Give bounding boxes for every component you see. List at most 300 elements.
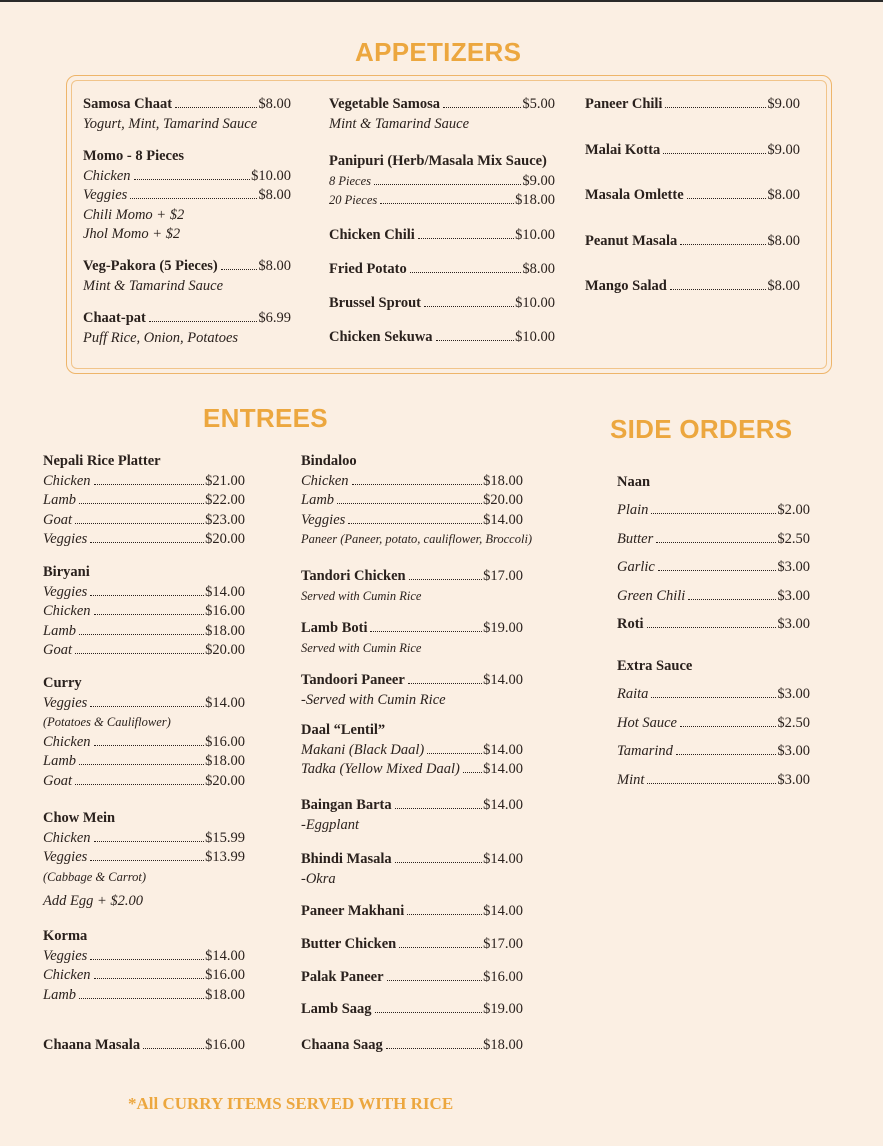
item-price: $18.00: [515, 192, 555, 209]
menu-item-option: [301, 472, 523, 492]
dot-leader: [94, 745, 205, 746]
entrees-heading: ENTREES: [203, 403, 328, 433]
item-name: -Served with Cumin Rice: [301, 691, 446, 708]
menu-item-line: [617, 501, 810, 521]
menu-item-option: [43, 694, 245, 714]
menu-item-option: [83, 186, 291, 206]
item-price: $22.00: [205, 492, 245, 509]
menu-item: [301, 1036, 523, 1056]
item-price: $14.00: [483, 903, 523, 919]
menu-item-line: [301, 567, 523, 587]
menu-item-line: [585, 141, 800, 161]
dot-leader: [90, 542, 204, 543]
item-name: Tamarind: [617, 743, 673, 759]
menu-item-line: [301, 1036, 523, 1056]
menu-item: [301, 935, 523, 955]
menu-item-option: [43, 472, 245, 492]
menu-item-option: [43, 829, 245, 849]
menu-item: [329, 226, 555, 246]
menu-item-line: [585, 186, 800, 206]
appetizers-heading: APPETIZERS: [355, 37, 522, 67]
menu-item: [43, 1036, 245, 1056]
item-price: $2.50: [777, 531, 810, 547]
item-name: Vegetable Samosa: [329, 96, 441, 112]
menu-item-line: [43, 674, 245, 694]
dot-leader: [130, 198, 257, 199]
item-name: 20 Pieces: [329, 193, 378, 208]
item-name: Paneer Chili: [585, 96, 663, 112]
dot-leader: [647, 783, 776, 784]
dot-leader: [175, 107, 257, 108]
menu-item-line: [329, 294, 555, 314]
menu-item-line: [43, 809, 245, 829]
item-price: $5.00: [522, 96, 555, 112]
dot-leader: [427, 753, 482, 754]
item-name: Jhol Momo + $2: [83, 226, 181, 243]
item-price: $17.00: [483, 568, 523, 584]
menu-item-line: [43, 452, 245, 472]
item-price: $14.00: [483, 741, 523, 758]
item-name: Veggies: [43, 583, 88, 600]
dot-leader: [75, 523, 204, 524]
item-name: Palak Paneer: [301, 969, 384, 985]
menu-item: [617, 501, 810, 521]
item-name: -Eggplant: [301, 816, 359, 833]
item-name: Momo - 8 Pieces: [83, 148, 185, 164]
menu-item-line: [301, 935, 523, 955]
dot-leader: [418, 238, 514, 239]
menu-item-option: [43, 511, 245, 531]
item-price: $3.00: [777, 588, 810, 604]
item-name: Mint & Tamarind Sauce: [329, 115, 470, 132]
dot-leader: [79, 998, 204, 999]
item-name: Chow Mein: [43, 810, 116, 826]
item-name: Malai Kotta: [585, 142, 661, 158]
dot-leader: [149, 321, 258, 322]
dot-leader: [337, 503, 482, 504]
item-name: Lamb Saag: [301, 1001, 372, 1017]
dot-leader: [680, 244, 766, 245]
item-price: $10.00: [515, 295, 555, 311]
menu-item: [301, 452, 532, 550]
item-name: Veggies: [83, 187, 128, 204]
menu-item-line: [83, 257, 291, 277]
menu-item-line: [329, 95, 555, 115]
dot-leader: [79, 764, 204, 765]
menu-item-option: [83, 206, 291, 226]
item-price: $9.00: [767, 96, 800, 112]
item-name: Chicken: [43, 603, 91, 620]
menu-item-option: [83, 225, 291, 245]
item-name: Lamb Boti: [301, 620, 368, 636]
dot-leader: [387, 980, 483, 981]
item-name: 8 Pieces: [329, 173, 371, 188]
menu-item: [329, 152, 555, 211]
dot-leader: [680, 726, 776, 727]
item-name: Tandoori Paneer: [301, 672, 405, 688]
item-name: Chicken Chili: [329, 227, 415, 243]
menu-item-option: [301, 511, 523, 531]
menu-item: [43, 452, 245, 550]
menu-item-option: [43, 641, 245, 661]
menu-item-line: [585, 277, 800, 297]
item-name: Curry: [43, 675, 82, 691]
menu-item: [617, 657, 692, 677]
menu-item: [83, 257, 291, 296]
item-price: $10.00: [251, 167, 291, 184]
item-name: Butter: [617, 531, 654, 547]
menu-item-option: [301, 816, 523, 836]
menu-item-option: [43, 868, 245, 888]
dot-leader: [143, 1048, 204, 1049]
item-name: Lamb: [43, 492, 77, 509]
menu-item-option: [83, 329, 291, 349]
item-name: Veggies: [43, 849, 88, 866]
item-price: $14.00: [483, 797, 523, 813]
item-name: Biryani: [43, 564, 90, 580]
item-price: $3.00: [777, 686, 810, 702]
item-name: Add Egg + $2.00: [43, 893, 143, 909]
dot-leader: [399, 947, 482, 948]
dot-leader: [665, 107, 766, 108]
item-price: $23.00: [205, 511, 245, 528]
item-price: $3.00: [777, 743, 810, 759]
menu-item-option: [43, 752, 245, 772]
item-name: Paneer Makhani: [301, 903, 405, 919]
item-name: Lamb: [301, 492, 335, 509]
dot-leader: [94, 978, 205, 979]
dot-leader: [395, 862, 482, 863]
item-name: Mint & Tamarind Sauce: [83, 277, 224, 294]
menu-item-option: [301, 639, 523, 659]
dot-leader: [134, 179, 251, 180]
menu-item-line: [301, 452, 532, 472]
item-price: $8.00: [258, 96, 291, 112]
item-name: Mint: [617, 772, 645, 788]
item-name: Fried Potato: [329, 261, 407, 277]
item-name: Veggies: [43, 531, 88, 548]
menu-item: [301, 968, 523, 988]
menu-item-option: [83, 115, 291, 135]
item-name: Goat: [43, 642, 72, 659]
dot-leader: [94, 614, 205, 615]
menu-item: [617, 530, 810, 550]
menu-item-option: [43, 733, 245, 753]
item-price: $8.00: [767, 278, 800, 294]
menu-item-option: [43, 622, 245, 642]
item-price: $19.00: [483, 1001, 523, 1017]
item-price: $18.00: [483, 472, 523, 489]
item-price: $14.00: [205, 947, 245, 964]
dot-leader: [651, 697, 776, 698]
dot-leader: [79, 634, 204, 635]
menu-item: [585, 277, 800, 297]
menu-item-option: [301, 587, 523, 607]
menu-item-line: [83, 147, 291, 167]
item-name: Garlic: [617, 559, 655, 575]
dot-leader: [79, 503, 204, 504]
menu-item-line: [617, 615, 810, 635]
menu-item-line: [301, 850, 523, 870]
item-name: Mango Salad: [585, 278, 667, 294]
menu-item-option: [301, 491, 523, 511]
item-name: Lamb: [43, 622, 77, 639]
item-name: Bindaloo: [301, 453, 357, 469]
menu-item-option: [301, 530, 532, 550]
menu-item-option: [43, 947, 245, 967]
menu-item-line: [301, 721, 523, 741]
menu-item-line: [617, 530, 810, 550]
menu-item-line: [329, 260, 555, 280]
item-name: Paneer (Paneer, potato, cauliflower, Broccoli): [301, 532, 533, 547]
dot-leader: [688, 599, 776, 600]
item-price: $14.00: [483, 761, 523, 778]
dot-leader: [370, 631, 482, 632]
menu-item: [617, 558, 810, 578]
item-price: $3.00: [777, 772, 810, 788]
item-name: (Potatoes & Cauliflower): [43, 715, 171, 730]
menu-item-line: [617, 587, 810, 607]
item-price: $10.00: [515, 227, 555, 243]
item-price: $6.99: [258, 310, 291, 326]
item-name: Raita: [617, 686, 649, 702]
menu-item: [301, 902, 523, 922]
menu-item: [43, 674, 245, 792]
menu-item-option: [329, 191, 555, 211]
dot-leader: [658, 570, 777, 571]
item-name: Chaana Saag: [301, 1037, 383, 1053]
menu-item-line: [83, 95, 291, 115]
item-price: $18.00: [205, 753, 245, 770]
item-name: Chaana Masala: [43, 1037, 141, 1053]
menu-item-line: [301, 968, 523, 988]
menu-item: [585, 186, 800, 206]
dot-leader: [94, 841, 205, 842]
dot-leader: [386, 1048, 482, 1049]
item-name: Korma: [43, 928, 88, 944]
menu-item-line: [329, 152, 555, 172]
dot-leader: [75, 784, 204, 785]
menu-item-line: [301, 671, 523, 691]
menu-item: [617, 615, 810, 635]
menu-item-line: [43, 563, 245, 583]
dot-leader: [90, 595, 204, 596]
item-name: Goat: [43, 511, 72, 528]
item-price: $20.00: [483, 492, 523, 509]
menu-item-line: [617, 473, 650, 493]
menu-item-line: [301, 1000, 523, 1020]
item-name: Yogurt, Mint, Tamarind Sauce: [83, 115, 258, 132]
menu-item-option: [329, 115, 555, 135]
item-price: $14.00: [483, 672, 523, 688]
item-name: Veg-Pakora (5 Pieces): [83, 258, 218, 274]
menu-item: [585, 232, 800, 252]
menu-item: [43, 892, 143, 912]
dot-leader: [221, 269, 258, 270]
item-name: Lamb: [43, 753, 77, 770]
menu-item: [301, 1000, 523, 1020]
menu-item-line: [617, 771, 810, 791]
top-border: [0, 0, 883, 2]
dot-leader: [375, 1012, 483, 1013]
dot-leader: [647, 627, 777, 628]
menu-item: [301, 721, 523, 780]
item-name: Roti: [617, 616, 644, 632]
dot-leader: [443, 107, 521, 108]
item-name: Chicken Sekuwa: [329, 329, 433, 345]
menu-item-option: [301, 741, 523, 761]
item-price: $16.00: [205, 603, 245, 620]
item-name: Veggies: [43, 947, 88, 964]
dot-leader: [407, 914, 482, 915]
menu-item: [301, 671, 523, 710]
menu-item: [83, 309, 291, 348]
item-price: $13.99: [205, 849, 245, 866]
item-price: $21.00: [205, 472, 245, 489]
menu-item-line: [43, 927, 245, 947]
menu-item-line: [301, 796, 523, 816]
menu-item: [329, 328, 555, 348]
menu-item-line: [617, 558, 810, 578]
item-price: $2.00: [777, 502, 810, 518]
item-name: (Cabbage & Carrot): [43, 869, 147, 884]
menu-item: [329, 294, 555, 314]
menu-item-option: [43, 602, 245, 622]
menu-item-option: [43, 491, 245, 511]
item-price: $17.00: [483, 936, 523, 952]
item-name: Tadka (Yellow Mixed Daal): [301, 761, 460, 778]
menu-item-option: [43, 583, 245, 603]
menu-item-line: [617, 742, 810, 762]
menu-item: [43, 563, 245, 661]
item-name: Chicken: [43, 472, 91, 489]
item-name: Veggies: [301, 511, 346, 528]
menu-item-line: [617, 714, 810, 734]
menu-item-option: [301, 870, 523, 890]
item-price: $8.00: [522, 261, 555, 277]
dot-leader: [352, 484, 483, 485]
menu-item: [585, 95, 800, 115]
item-name: Extra Sauce: [617, 658, 693, 674]
dot-leader: [651, 513, 776, 514]
item-price: $9.00: [522, 172, 555, 189]
menu-item-line: [301, 619, 523, 639]
dot-leader: [90, 706, 204, 707]
item-price: $14.00: [483, 511, 523, 528]
item-price: $14.00: [205, 694, 245, 711]
dot-leader: [408, 683, 482, 684]
menu-item-line: [43, 1036, 245, 1056]
dot-leader: [663, 153, 766, 154]
dot-leader: [374, 184, 521, 185]
dot-leader: [409, 579, 483, 580]
item-name: Masala Omlette: [585, 187, 684, 203]
menu-item: [617, 714, 810, 734]
dot-leader: [395, 808, 482, 809]
menu-item: [617, 685, 810, 705]
dot-leader: [380, 203, 514, 204]
menu-item-option: [43, 966, 245, 986]
dot-leader: [436, 340, 515, 341]
item-name: Brussel Sprout: [329, 295, 421, 311]
menu-item-option: [301, 760, 523, 780]
item-price: $18.00: [205, 986, 245, 1003]
item-price: $19.00: [483, 620, 523, 636]
menu-item-option: [301, 691, 523, 711]
menu-item: [329, 260, 555, 280]
menu-item: [329, 95, 555, 134]
menu-item-option: [43, 772, 245, 792]
menu-item: [301, 850, 523, 889]
item-name: Chicken: [83, 167, 131, 184]
item-price: $14.00: [205, 583, 245, 600]
menu-item-line: [329, 226, 555, 246]
menu-item: [617, 742, 810, 762]
item-name: Daal “Lentil”: [301, 722, 386, 738]
menu-item: [617, 473, 650, 493]
item-name: Samosa Chaat: [83, 96, 173, 112]
item-name: Chaat-pat: [83, 310, 146, 326]
item-price: $16.00: [205, 1037, 245, 1053]
item-price: $16.00: [205, 967, 245, 984]
dot-leader: [676, 754, 776, 755]
item-name: Butter Chicken: [301, 936, 397, 952]
dot-leader: [687, 198, 767, 199]
menu-item-option: [43, 986, 245, 1006]
item-price: $20.00: [205, 772, 245, 789]
menu-item-option: [43, 530, 245, 550]
menu-item: [301, 567, 523, 606]
item-name: Hot Sauce: [617, 715, 677, 731]
item-name: Chicken: [301, 472, 349, 489]
dot-leader: [424, 306, 514, 307]
item-name: Nepali Rice Platter: [43, 453, 161, 469]
item-price: $20.00: [205, 531, 245, 548]
menu-item-line: [617, 685, 810, 705]
menu-item-line: [43, 892, 143, 912]
item-name: Goat: [43, 772, 72, 789]
item-name: Served with Cumin Rice: [301, 640, 422, 655]
menu-item-option: [43, 848, 245, 868]
item-name: Bhindi Masala: [301, 851, 392, 867]
menu-item-line: [617, 657, 692, 677]
item-name: Veggies: [43, 694, 88, 711]
item-price: $8.00: [767, 187, 800, 203]
item-price: $14.00: [483, 851, 523, 867]
menu-item: [301, 796, 523, 835]
item-price: $18.00: [205, 622, 245, 639]
item-name: -Okra: [301, 870, 336, 887]
item-price: $8.00: [767, 233, 800, 249]
item-price: $18.00: [483, 1037, 523, 1053]
item-price: $3.00: [777, 559, 810, 575]
dot-leader: [90, 860, 204, 861]
item-name: Makani (Black Daal): [301, 741, 425, 758]
menu-item-option: [83, 277, 291, 297]
dot-leader: [348, 523, 482, 524]
menu-item-line: [83, 309, 291, 329]
menu-item-option: [83, 167, 291, 187]
menu-item: [617, 587, 810, 607]
item-price: $16.00: [205, 733, 245, 750]
item-name: Panipuri (Herb/Masala Mix Sauce): [329, 153, 547, 169]
item-price: $15.99: [205, 829, 245, 846]
menu-item-line: [301, 902, 523, 922]
item-name: Tandori Chicken: [301, 568, 406, 584]
menu-item: [83, 147, 291, 245]
menu-item: [43, 809, 245, 887]
item-name: Chicken: [43, 967, 91, 984]
